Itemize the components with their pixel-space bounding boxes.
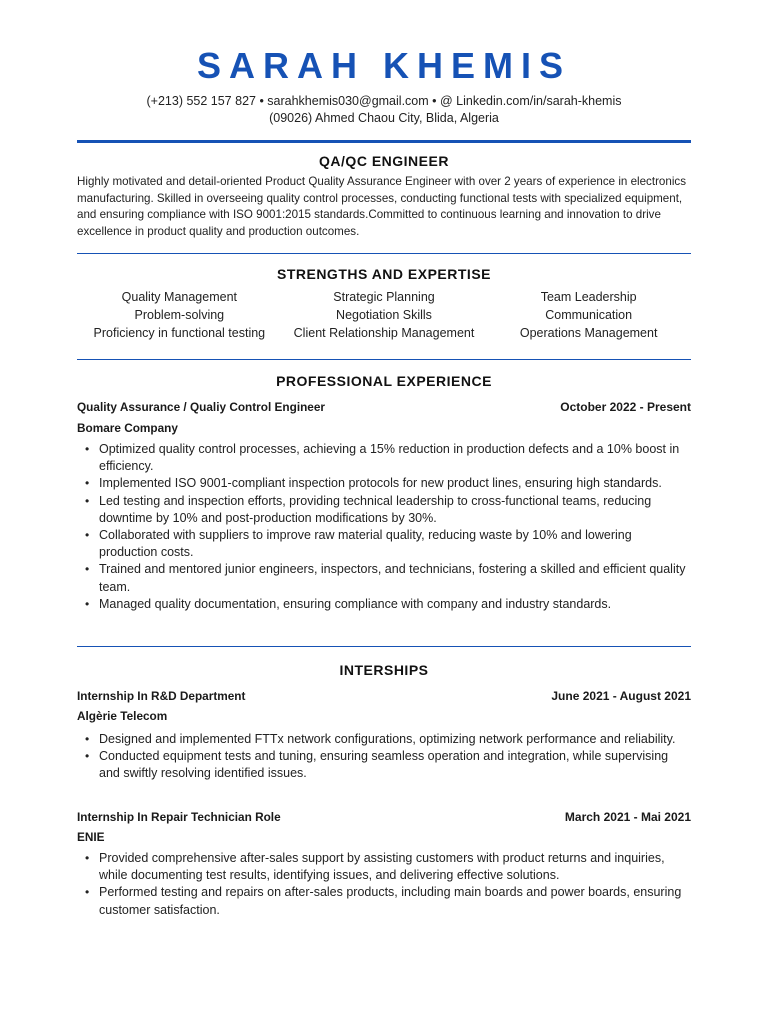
internship-bullets	[77, 850, 691, 919]
list-item: • Conducted equipment tests and tuning, ensuring seamless operation and integration, while supervising and swiftly resolving identified issues.	[85, 749, 669, 781]
section-divider	[77, 359, 691, 360]
internship-title: Internship In R&D Department	[77, 689, 246, 703]
internship-bullets	[77, 731, 691, 783]
section-divider	[77, 253, 691, 254]
list-item: • Implemented ISO 9001-compliant inspection protocols for new product lines, ensuring high standards.	[85, 476, 662, 491]
internship-header	[77, 809, 691, 825]
section-divider	[77, 646, 691, 647]
profile-summary: Highly motivated and detail-oriented Product Quality Assurance Engineer with over 2 years of experience in electronics manufacturing. Skilled in overseeing quality control processes, conducting functional tests with specialized equipment, and ensuring compliance with ISO 9001:2015 standards.Committed to continuous learning and innovation to drive excellence in product quality and production outcomes.	[77, 175, 686, 238]
skill-item: Negotiation Skills	[336, 308, 432, 322]
internship-dates: March 2021 - Mai 2021	[564, 810, 691, 824]
header-divider	[77, 140, 691, 143]
list-item: • Performed testing and repairs on after-sales products, including main boards and power boards, ensuring customer satisfaction.	[85, 885, 682, 917]
list-item: • Provided comprehensive after-sales support by assisting customers with product returns and inquiries, while documenting test results, identifying issues, and delivering effective solutions.	[85, 851, 665, 883]
job-target-title: QA/QC ENGINEER	[319, 153, 449, 169]
skill-item: Communication	[545, 308, 633, 322]
company-name: ENIE	[77, 830, 105, 844]
address: (09026) Ahmed Chaou City, Blida, Algeria	[269, 111, 499, 125]
list-item: • Collaborated with suppliers to improve raw material quality, reducing waste by 10% and lowering production costs.	[85, 528, 632, 560]
skills-grid	[77, 289, 691, 341]
experience-title: PROFESSIONAL EXPERIENCE	[276, 373, 492, 389]
skill-item: Problem-solving	[134, 308, 225, 322]
internship-dates: June 2021 - August 2021	[551, 689, 691, 703]
company-name: Bomare Company	[77, 421, 178, 435]
skill-item: Strategic Planning	[333, 290, 435, 304]
job-title: Quality Assurance / Qualiy Control Engineer	[77, 400, 326, 414]
list-item: • Led testing and inspection efforts, providing technical leadership to cross-functional teams, reducing downtime by 10% and post-production modifications by 30%.	[85, 493, 652, 525]
strengths-title: STRENGTHS AND EXPERTISE	[276, 266, 491, 282]
list-item: • Optimized quality control processes, achieving a 15% reduction in production defects and a 10% boost in efficiency.	[85, 442, 680, 474]
company-name: Algèrie Telecom	[77, 709, 168, 723]
job-header	[77, 399, 691, 415]
internships-title: INTERSHIPS	[339, 662, 429, 678]
job-dates: October 2022 - Present	[560, 400, 691, 414]
skill-item: Team Leadership	[540, 290, 637, 304]
skill-item: Client Relationship Management	[293, 326, 475, 340]
internship-header	[77, 688, 691, 704]
candidate-name: SARAH KHEMIS	[196, 45, 571, 86]
skill-item: Quality Management	[121, 290, 237, 304]
list-item: • Trained and mentored junior engineers, inspectors, and technicians, fostering a skilled and efficient quality team.	[85, 562, 686, 594]
contact-info: (+213) 552 157 827 • sarahkhemis030@gmail.com • @ Linkedin.com/in/sarah-khemis	[146, 94, 622, 108]
internship-title: Internship In Repair Technician Role	[77, 810, 281, 824]
skill-item: Proficiency in functional testing	[93, 326, 266, 340]
skill-item: Operations Management	[519, 326, 658, 340]
job-bullets	[77, 441, 691, 613]
list-item: • Designed and implemented FTTx network configurations, optimizing network performance and reliability.	[85, 732, 676, 746]
list-item: • Managed quality documentation, ensuring compliance with company and industry standards.	[85, 596, 612, 611]
